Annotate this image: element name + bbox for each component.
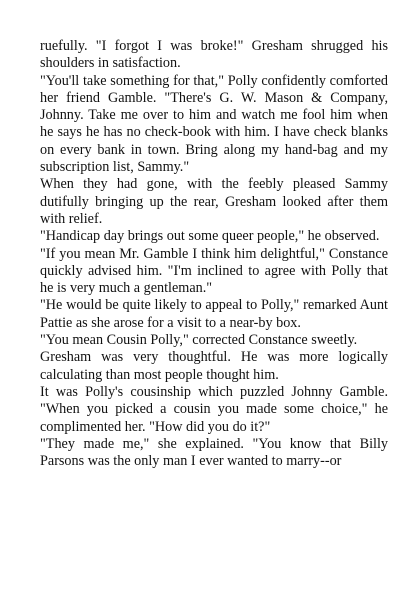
paragraph-4: "Handicap day brings out some queer people," he observed. xyxy=(40,228,380,245)
paragraph-2: "You'll take something for that," Polly confidently comforted her friend Gamble. "There's G. W. Mason & Company, Johnny. Take me over to him and watch me fool him when he says he has no check-book with him. I have check blanks on every bank in town. Bring along my hand-bag and my subscription list, Sammy." xyxy=(40,72,388,176)
paragraph-6: "He would be quite likely to appeal to Polly," remarked Aunt Pattie as she arose for a visit to a near-by box. xyxy=(40,297,388,331)
paragraph-9: It was Polly's cousinship which puzzled Johnny Gamble. "When you picked a cousin you made some choice," he complimented her. "How did you do it?" xyxy=(40,383,388,435)
paragraph-7: "You mean Cousin Polly," corrected Constance sweetly. xyxy=(40,332,358,349)
paragraph-8: Gresham was very thoughtful. He was more logically calculating than most people thought him. xyxy=(40,349,388,383)
document-page xyxy=(40,38,388,470)
paragraph-1: ruefully. "I forgot I was broke!" Gresham shrugged his shoulders in satisfaction. xyxy=(40,38,388,72)
paragraph-5: "If you mean Mr. Gamble I think him delightful," Constance quickly advised him. "I'm inclined to agree with Polly that he is very much a gentleman." xyxy=(40,245,388,297)
paragraph-3: When they had gone, with the feebly pleased Sammy dutifully bringing up the rear, Gresham looked after them with relief. xyxy=(40,176,388,227)
paragraph-10: "They made me," she explained. "You know that Billy Parsons was the only man I ever wanted to marry--or xyxy=(40,435,388,470)
